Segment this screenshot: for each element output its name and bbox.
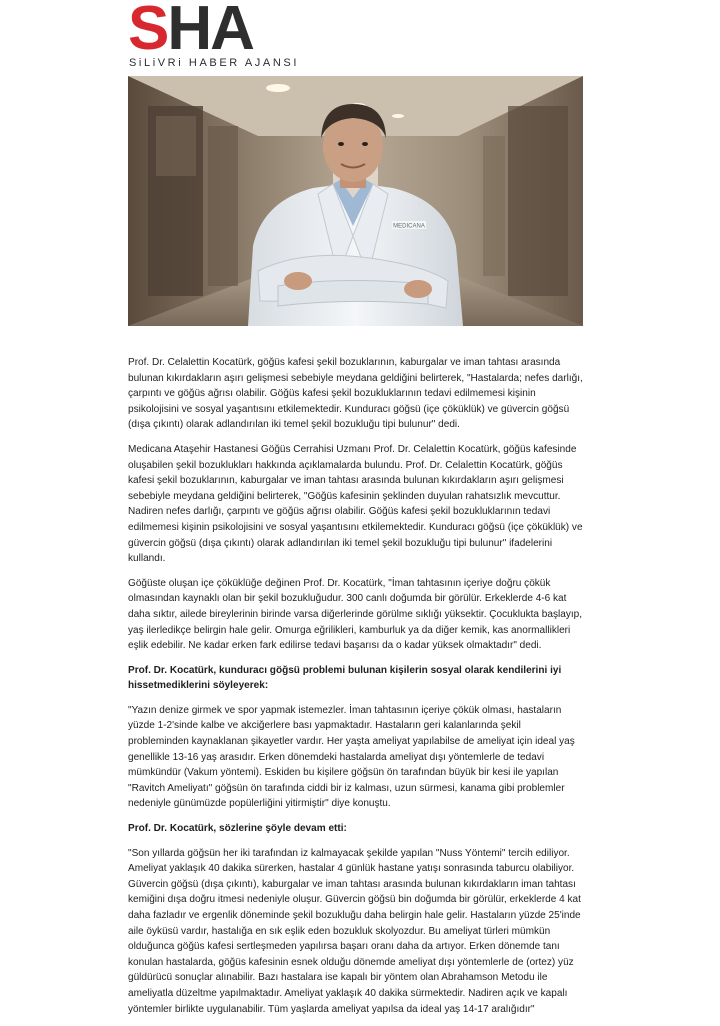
doctor-portrait-image — [128, 76, 583, 326]
article-subhead-2: Prof. Dr. Kocatürk, sözlerine şöyle devam etti: — [128, 823, 347, 835]
logo-letter-s: S — [128, 0, 168, 63]
logo-letter-a: A — [210, 0, 253, 63]
article-body — [128, 355, 583, 1026]
coat-badge-text: MEDICANA — [393, 223, 425, 230]
article-paragraph-4: "Yazın denize girmek ve spor yapmak istemezler. İman tahtasının içeriye çökük olması, hastaların yüzde 1-2'sinde kalbe ve akciğerlere bası yapmaktadır. Hastaların geri kalanlarında şekil probleminden kaynaklanan şikayetler vardır. Her yaşta ameliyat yapılabilse de ameliyat için ideal yaş genellikle 13-16 yaş arasıdır. Erken dönemdeki hastalarda ameliyat dışı yöntemlerle de tedavi mümkündür (Vakum yöntemi). Eskiden bu kişilere göğsün ön tarafından büyük bir kesi ile yapılan "Ravitch Ameliyatı" göğsün ön tarafında ciddi bir iz kalması, uzun sürmesi, kanama gibi problemler nedeniyle günümüzde popülerliğini yitirmiştir" diye konuştu. — [128, 704, 575, 810]
logo-letter-h: H — [167, 0, 211, 63]
site-logo[interactable] — [128, 0, 328, 70]
article-photo — [128, 76, 583, 326]
article-subhead-1: Prof. Dr. Kocatürk, kunduracı göğsü problemi bulunan kişilerin sosyal olarak kendilerini iyi hissetmediklerini söyleyerek: — [128, 664, 562, 692]
logo-wordmark — [128, 0, 253, 63]
article-paragraph-1: Prof. Dr. Celalettin Kocatürk, göğüs kafesi şekil bozuklarının, kaburgalar ve iman tahtası arasında bulunan kıkırdakların aşırı gelişmesi sebebiyle meydana geldiğini belirterek, "Hastalarda; nefes darlığı, çarpıntı ve göğüs ağrısı olabilir. Göğüs kafesi şekil bozukluklarının tedavi edilmemesi kişinin psikolojisini ve sosyal yaşantısını etkilemektedir. Kunduracı göğsü (içe çöküklük) ve güvercin göğsü (dışa çıkıntı) olarak adlandırılan iki temel şekil bozukluğu tipi bulunur" dedi. — [128, 357, 583, 431]
article-paragraph-2: Medicana Ataşehir Hastanesi Göğüs Cerrahisi Uzmanı Prof. Dr. Celalettin Kocatürk, göğüs kafesinde oluşabilen şekil bozuklukları hakkında açıklamalarda bulundu. Prof. Dr. Celalettin Kocatürk, göğüs kafesi şekil bozuklarının, kaburgalar ve iman tahtası arasında bulunan kıkırdakların aşırı gelişmesi sebebiyle meydana geldiğini belirterek, "Göğüs kafesinin şeklinden duyulan rahatsızlık mevcuttur. Nadiren nefes darlığı, çarpıntı ve göğüs ağrısı olabilir. Göğüs kafesi şekil bozukluklarının tedavi edilmemesi kişinin psikolojisini ve sosyal yaşantısını etkilemektedir. Kunduracı göğsü (içe çöküklük) ve güvercin göğsü (dışa çıkıntı) olarak adlandırılan iki temel şekil bozukluğu tipi bulunur" ifadelerini kullandı. — [128, 443, 583, 565]
logo-subtitle: SiLiVRi HABER AJANSI — [129, 57, 299, 69]
article-paragraph-5: "Son yıllarda göğsün her iki tarafından iz kalmayacak şekilde yapılan "Nuss Yöntemi" tercih ediliyor. Ameliyat yaklaşık 40 dakika sürerken, hastalar 4 günlük hastane yatışı sonrasında taburcu olabiliyor. Güvercin göğsü (dışa çıkıntı), kaburgalar ve iman tahtası arasında bulunan kıkırdakların iman tahtası kemiğini dışa doğru itmesi nedeniyle oluşur. Güvercin göğsü bin doğumda bir görülür, erkeklerde 4 kat daha fazladır ve ergenlik döneminde şekil bozukluğu daha belirgin hale gelir. Hastaların yüzde 25'inde aile öyküsü vardır, hastalığa en sık eşlik eden bozukluk skolyozdur. Bu ameliyat türleri mümkün olduğunca göğüs kafesi sertleşmeden yapılırsa başarı oranı daha da artıyor. Erken dönemde tanı konulan hastalarda, göğüs kafesinin esnek olduğu dönemde ameliyat dışı yöntemlerle de (ortez) yüz güldürücü sonuçlar alınabilir. Bazı hastalara ise kapalı bir yöntem olan Abrahamson Metodu ile ameliyatla düzeltme yapılmaktadır. Ameliyat yaklaşık 40 dakika sürmektedir. Nadiren açık ve kapalı yöntemler birlikte uygulanabilir. Tüm yaşlarda ameliyat yapılsa da ideal yaş 14-17 aralığıdır" — [128, 847, 581, 1015]
article-paragraph-3: Göğüste oluşan içe çöküklüğe değinen Prof. Dr. Kocatürk, "İman tahtasının içeriye doğru çökük olmasından kaynaklı olan bir şekil bozukluğudur. 300 canlı doğumda bir görülür. Erkeklerde 4-6 kat daha sıktır, ailede bireylerinin birinde varsa diğerlerinde görülme sıklığı yüksektir. Çocuklukta başlayıp, yaş ilerledikçe belirgin hale gelir. Omurga eğrilikleri, kamburluk ya da diğer kemik, kas anormallikleri eşlik edebilir. Ne kadar erken fark edilirse tedavi başarısı da o kadar yüksek olmaktadır" dedi. — [128, 577, 583, 652]
